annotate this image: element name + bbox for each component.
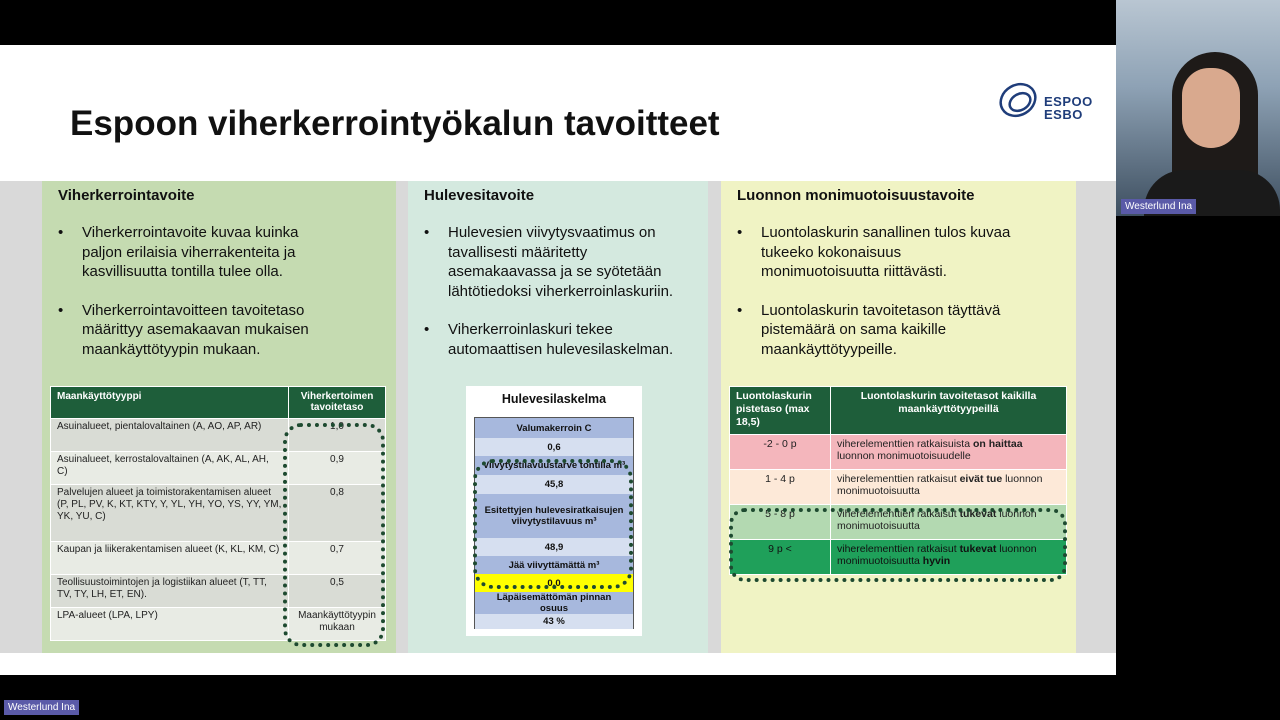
calc-value: 0,6 — [475, 438, 633, 456]
score-cell: 9 p < — [730, 540, 831, 575]
bullet-line: paljon erilaisia viherrakenteita ja — [82, 243, 296, 261]
table-header: Luontolaskurin pistetaso (max 18,5) — [730, 387, 831, 435]
bullet-line: pistemäärä on sama kaikille — [761, 321, 947, 338]
table-cell: 0,5 — [289, 575, 386, 608]
table-header-row — [730, 387, 1067, 435]
panel-hulevesitavoite — [408, 181, 708, 653]
calc-label: Jää viivyttämättä m³ — [475, 556, 633, 574]
calc-label: Esitettyjen hulevesiratkaisujen viivytystilavuus m³ — [475, 494, 633, 538]
table-header-row — [51, 387, 386, 419]
bullet-line: • Viherkerrointavoitteen tavoitetaso — [82, 301, 305, 319]
bullet-item — [58, 301, 309, 360]
highlight-outline — [283, 423, 385, 647]
calc-title: Hulevesilaskelma — [501, 392, 607, 406]
table-cell: Asuinalueet, kerrostalovaltainen (A, AK, AL, AH, C) — [51, 452, 289, 485]
panel-heading: Hulevesitavoite — [424, 187, 535, 204]
bullet-line: asemakaavassa ja se syötetään — [448, 263, 662, 280]
bullet-list — [737, 223, 1010, 378]
calc-label: Valumakerroin C — [475, 418, 633, 438]
bullet-line: • Viherkerroinlaskuri tekee — [448, 321, 613, 338]
bullet-item — [424, 320, 673, 359]
highlight-outline — [473, 459, 633, 589]
espoo-logo-icon — [996, 78, 1044, 126]
bullet-item — [58, 223, 309, 282]
panel-heading: Viherkerrointavoite — [58, 187, 195, 204]
table-header: Maankäyttötyyppi — [51, 387, 289, 419]
table-cell: LPA-alueet (LPA, LPY) — [51, 608, 289, 641]
slide-title: Espoon viherkerrointyökalun tavoitteet — [70, 104, 720, 143]
calc-label: Läpäisemättömän pinnan osuus — [475, 592, 633, 614]
bullet-list — [424, 223, 673, 378]
table-cell: Asuinalueet, pientalovaltainen (A, AO, AP, AR) — [51, 419, 289, 452]
participant-video[interactable] — [1116, 0, 1280, 216]
calc-label: Viivytystilavuustarve tontilla m³ — [475, 456, 633, 475]
calc-value: 0,0 — [475, 574, 633, 592]
bullet-line: lähtötiedoksi viherkerroinlaskuriin. — [448, 282, 674, 300]
participant-name-tag: Westerlund Ina — [1121, 199, 1196, 214]
bullet-line: määrittyy asemakaavan mukaisen — [82, 321, 309, 338]
table-header: Luontolaskurin tavoitetasot kaikilla maankäyttötyypeillä — [831, 387, 1067, 435]
table-cell: 0,7 — [289, 542, 386, 575]
logo-text-espoo: ESPOO — [1044, 94, 1093, 109]
bullet-line: • Viherkerrointavoite kuvaa kuinka — [82, 224, 299, 241]
description-cell: viherelementtien ratkaisut tukevat luonnon monimuotoisuutta — [831, 505, 1067, 540]
bullet-item — [737, 223, 1010, 282]
table-row — [730, 435, 1067, 470]
bullet-item — [737, 301, 1010, 360]
bullet-line: tavallisesti määritetty — [448, 243, 588, 261]
table-cell: Kaupan ja liikerakentamisen alueet (K, KL, KM, C) — [51, 542, 289, 575]
panel-luonnon-monimuotoisuustavoite — [721, 181, 1076, 653]
bullet-line: • Luontolaskurin sanallinen tulos kuvaa — [761, 224, 1011, 241]
calc-value: 48,9 — [475, 538, 633, 556]
bullet-line: maankäyttötyypin mukaan. — [82, 340, 261, 358]
presentation-slide — [0, 45, 1116, 675]
description-cell: viherelementtien ratkaisut tukevat luonnon monimuotoisuutta hyvin — [831, 540, 1067, 575]
highlight-outline — [729, 508, 1067, 582]
panel-heading: Luonnon monimuotoisuustavoite — [737, 187, 975, 204]
score-cell: 1 - 4 p — [730, 470, 831, 505]
bullet-line: • Hulevesien viivytysvaatimus on — [448, 224, 656, 241]
bullet-line: tukeeko kokonaisuus — [761, 243, 902, 261]
presenter-name-tag: Westerlund Ina — [4, 700, 79, 715]
calc-value: 45,8 — [475, 475, 633, 494]
table-cell: Palvelujen alueet ja toimistorakentamisen alueet (P, PL, PV, K, KT, KTY, Y, YL, YH, YO, YS, YY, YM, YK, YU, C) — [51, 485, 289, 542]
table-row — [730, 470, 1067, 505]
bullet-line: automaattisen hulevesilaskelman. — [448, 340, 674, 358]
bullet-line: maankäyttötyypeille. — [761, 340, 897, 358]
espoo-logo — [996, 78, 1091, 128]
table-cell: 0,8 — [289, 485, 386, 542]
bullet-line: kasvillisuutta tontilla tulee olla. — [82, 263, 283, 280]
table-cell: Teollisuustoimintojen ja logistiikan alueet (T, TT, TV, TY, LH, ET, EN). — [51, 575, 289, 608]
table-cell: 1,0 — [289, 419, 386, 452]
panel-viherkerrointavoite — [42, 181, 396, 653]
description-cell: viherelementtien ratkaisuista on haittaa luonnon monimuotoisuudelle — [831, 435, 1067, 470]
bullet-line: • Luontolaskurin tavoitetason täyttävä — [761, 301, 1001, 319]
logo-text-esbo: ESBO — [1044, 107, 1083, 122]
table-cell: Maankäyttötyypin mukaan — [289, 608, 386, 641]
score-cell: 5 - 8 p — [730, 505, 831, 540]
table-header: Viherkertoimen tavoitetaso — [289, 387, 386, 419]
table-cell: 0,9 — [289, 452, 386, 485]
score-cell: -2 - 0 p — [730, 435, 831, 470]
bullet-item — [424, 223, 673, 301]
bullet-line: monimuotoisuutta riittävästi. — [761, 263, 947, 280]
bullet-list — [58, 223, 309, 378]
calc-value: 43 % — [475, 614, 633, 629]
description-cell: viherelementtien ratkaisut eivät tue luonnon monimuotoisuutta — [831, 470, 1067, 505]
